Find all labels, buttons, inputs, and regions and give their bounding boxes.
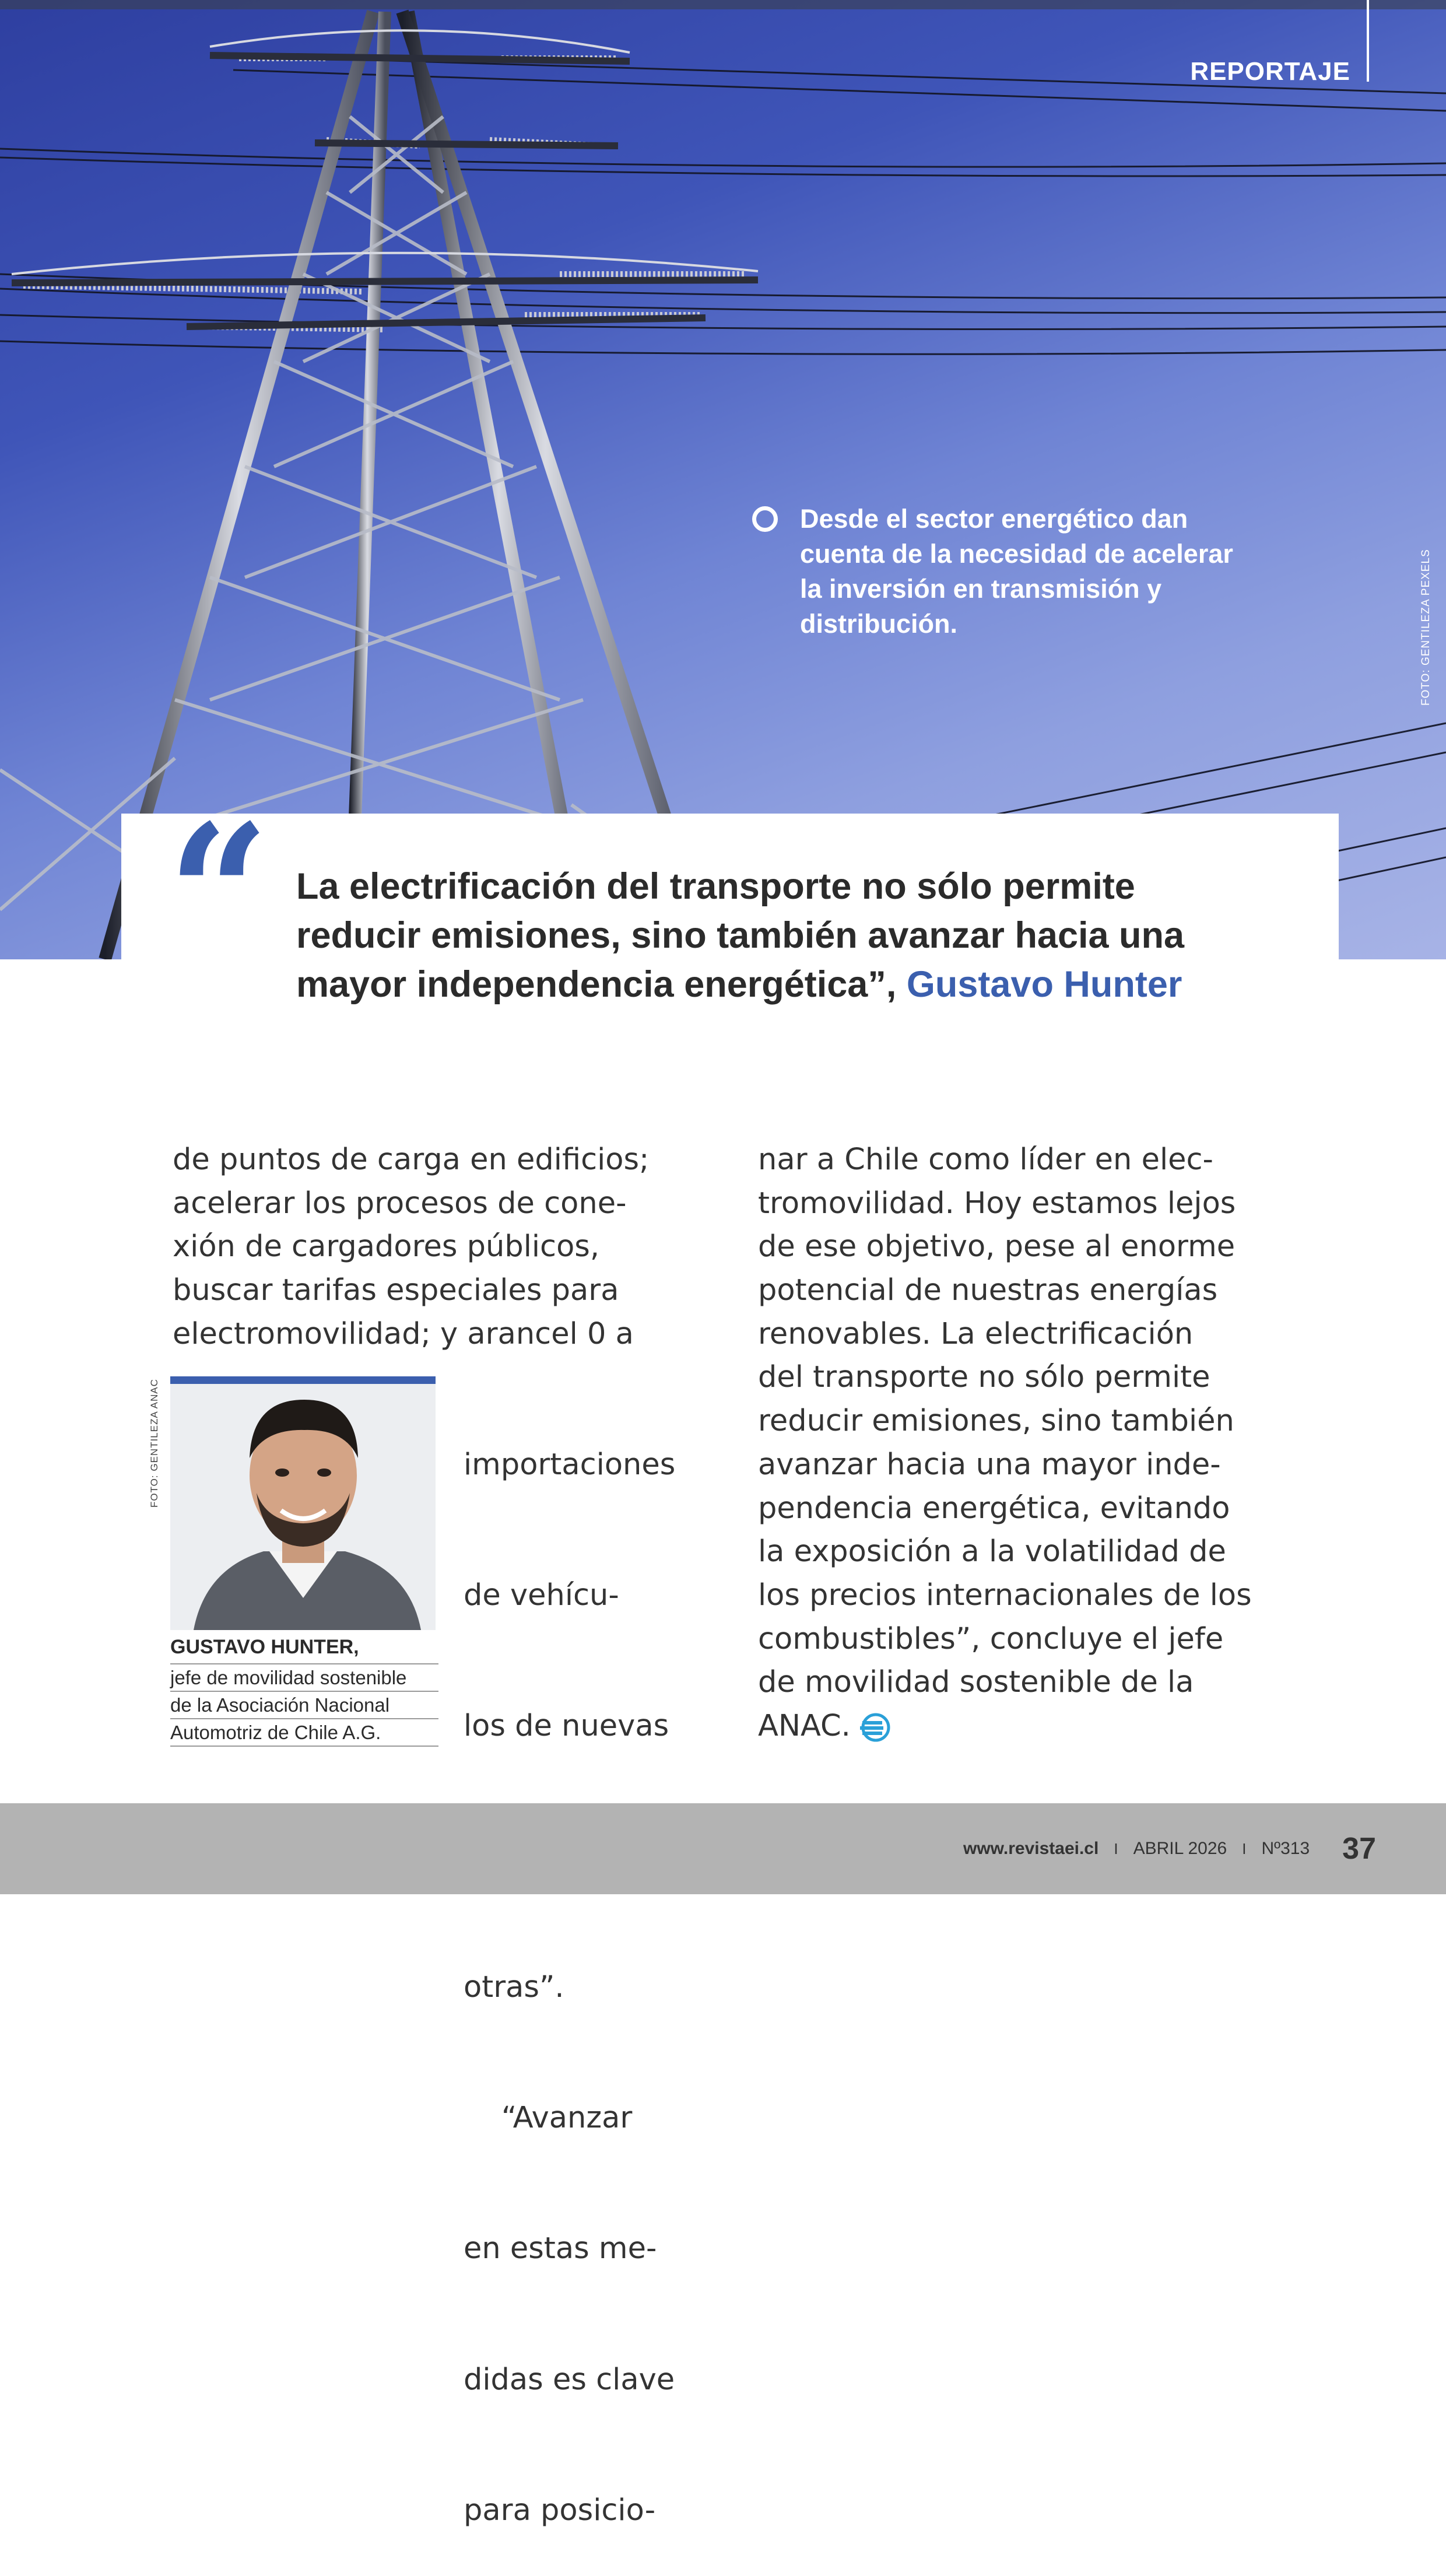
top-strip	[0, 0, 1446, 9]
body-line: de vehícu-	[464, 1574, 689, 1618]
pull-quote-line: La electrificación del transporte no sólo permite	[296, 862, 1299, 911]
body-line: combustibles”, concluye el jefe	[758, 1618, 1252, 1662]
pull-quote-author: Gustavo Hunter	[907, 964, 1182, 1005]
person-role-line: jefe de movilidad sostenible	[170, 1663, 438, 1691]
body-line: la exposición a la volatilidad de	[758, 1530, 1252, 1574]
section-label: REPORTAJE	[1190, 57, 1350, 86]
body-line-text: ANAC.	[758, 1709, 851, 1743]
body-line: nar a Chile como líder en elec-	[758, 1138, 1252, 1182]
footer-info	[963, 1825, 1376, 1872]
page-number: 37	[1342, 1831, 1376, 1866]
body-line: didas es clave	[464, 2358, 689, 2402]
pull-quote-line	[296, 960, 1299, 1009]
quote-mark-icon: “	[168, 799, 270, 991]
section-rule	[1367, 0, 1369, 82]
footer-separator: I	[1242, 1840, 1246, 1858]
body-line: buscar tarifas especiales para	[173, 1269, 649, 1313]
body-line: de puntos de carga en edificios;	[173, 1138, 649, 1182]
body-line-last	[758, 1705, 1252, 1748]
footer-url-link[interactable]: www.revistaei.cl	[963, 1839, 1098, 1859]
body-line: de movilidad sostenible de la	[758, 1661, 1252, 1705]
body-line: los precios internacionales de los	[758, 1574, 1252, 1618]
body-line: en estas me-	[464, 2227, 689, 2271]
hero-caption-text	[800, 502, 1243, 642]
caption-bullet-icon	[752, 506, 778, 532]
body-line: “Avanzar	[464, 2097, 689, 2140]
person-role-line: Automotriz de Chile A.G.	[170, 1718, 438, 1747]
body-line: electromovilidad; y arancel 0 a	[173, 1313, 649, 1357]
pull-quote-line: reducir emisiones, sino también avanzar hacia una	[296, 911, 1299, 960]
body-line: potencial de nuestras energías	[758, 1269, 1252, 1313]
end-of-article-icon	[859, 1713, 893, 1742]
portrait-photo-credit: FOTO: GENTILEZA ANAC	[149, 1379, 160, 1508]
footer-date: ABRIL 2026	[1133, 1839, 1227, 1859]
person-role	[170, 1663, 438, 1747]
person-portrait-image	[170, 1376, 436, 1630]
body-line: xión de cargadores públicos,	[173, 1225, 649, 1269]
pull-quote-line-text: mayor independencia energética”,	[296, 964, 907, 1005]
body-line: tromovilidad. Hoy estamos lejos	[758, 1182, 1252, 1226]
hero-photo-credit: FOTO: GENTILEZA PEXELS	[1420, 549, 1433, 706]
body-line: para posicio-	[464, 2489, 689, 2533]
body-line: importaciones	[464, 1443, 689, 1487]
footer-issue: Nº313	[1261, 1839, 1310, 1859]
portrait-photo	[170, 1376, 436, 1630]
body-line: avanzar hacia una mayor inde-	[758, 1443, 1252, 1487]
caption-line: Desde el sector energético dan	[800, 502, 1243, 537]
body-line: renovables. La electrificación	[758, 1313, 1252, 1357]
body-line: del transporte no sólo permite	[758, 1356, 1252, 1400]
footer-separator: I	[1114, 1840, 1118, 1858]
article-column-2	[758, 1138, 1252, 1748]
body-line: pendencia energética, evitando	[758, 1487, 1252, 1531]
caption-line: la inversión en transmisión y	[800, 572, 1243, 607]
article-column-1-narrow	[464, 1357, 689, 2576]
person-role-line: de la Asociación Nacional	[170, 1691, 438, 1718]
article-column-1-top	[173, 1138, 649, 1356]
caption-line: distribución.	[800, 607, 1243, 642]
body-line: los de nuevas	[464, 1705, 689, 1748]
portrait-accent-bar	[170, 1376, 436, 1384]
body-line: reducir emisiones, sino también	[758, 1400, 1252, 1443]
body-line: de ese objetivo, pese al enorme	[758, 1225, 1252, 1269]
person-name: GUSTAVO HUNTER,	[170, 1636, 359, 1659]
caption-line: cuenta de la necesidad de acelerar	[800, 537, 1243, 572]
body-line: acelerar los procesos de cone-	[173, 1182, 649, 1226]
body-line: otras”.	[464, 1966, 689, 2010]
pull-quote	[296, 862, 1299, 1009]
